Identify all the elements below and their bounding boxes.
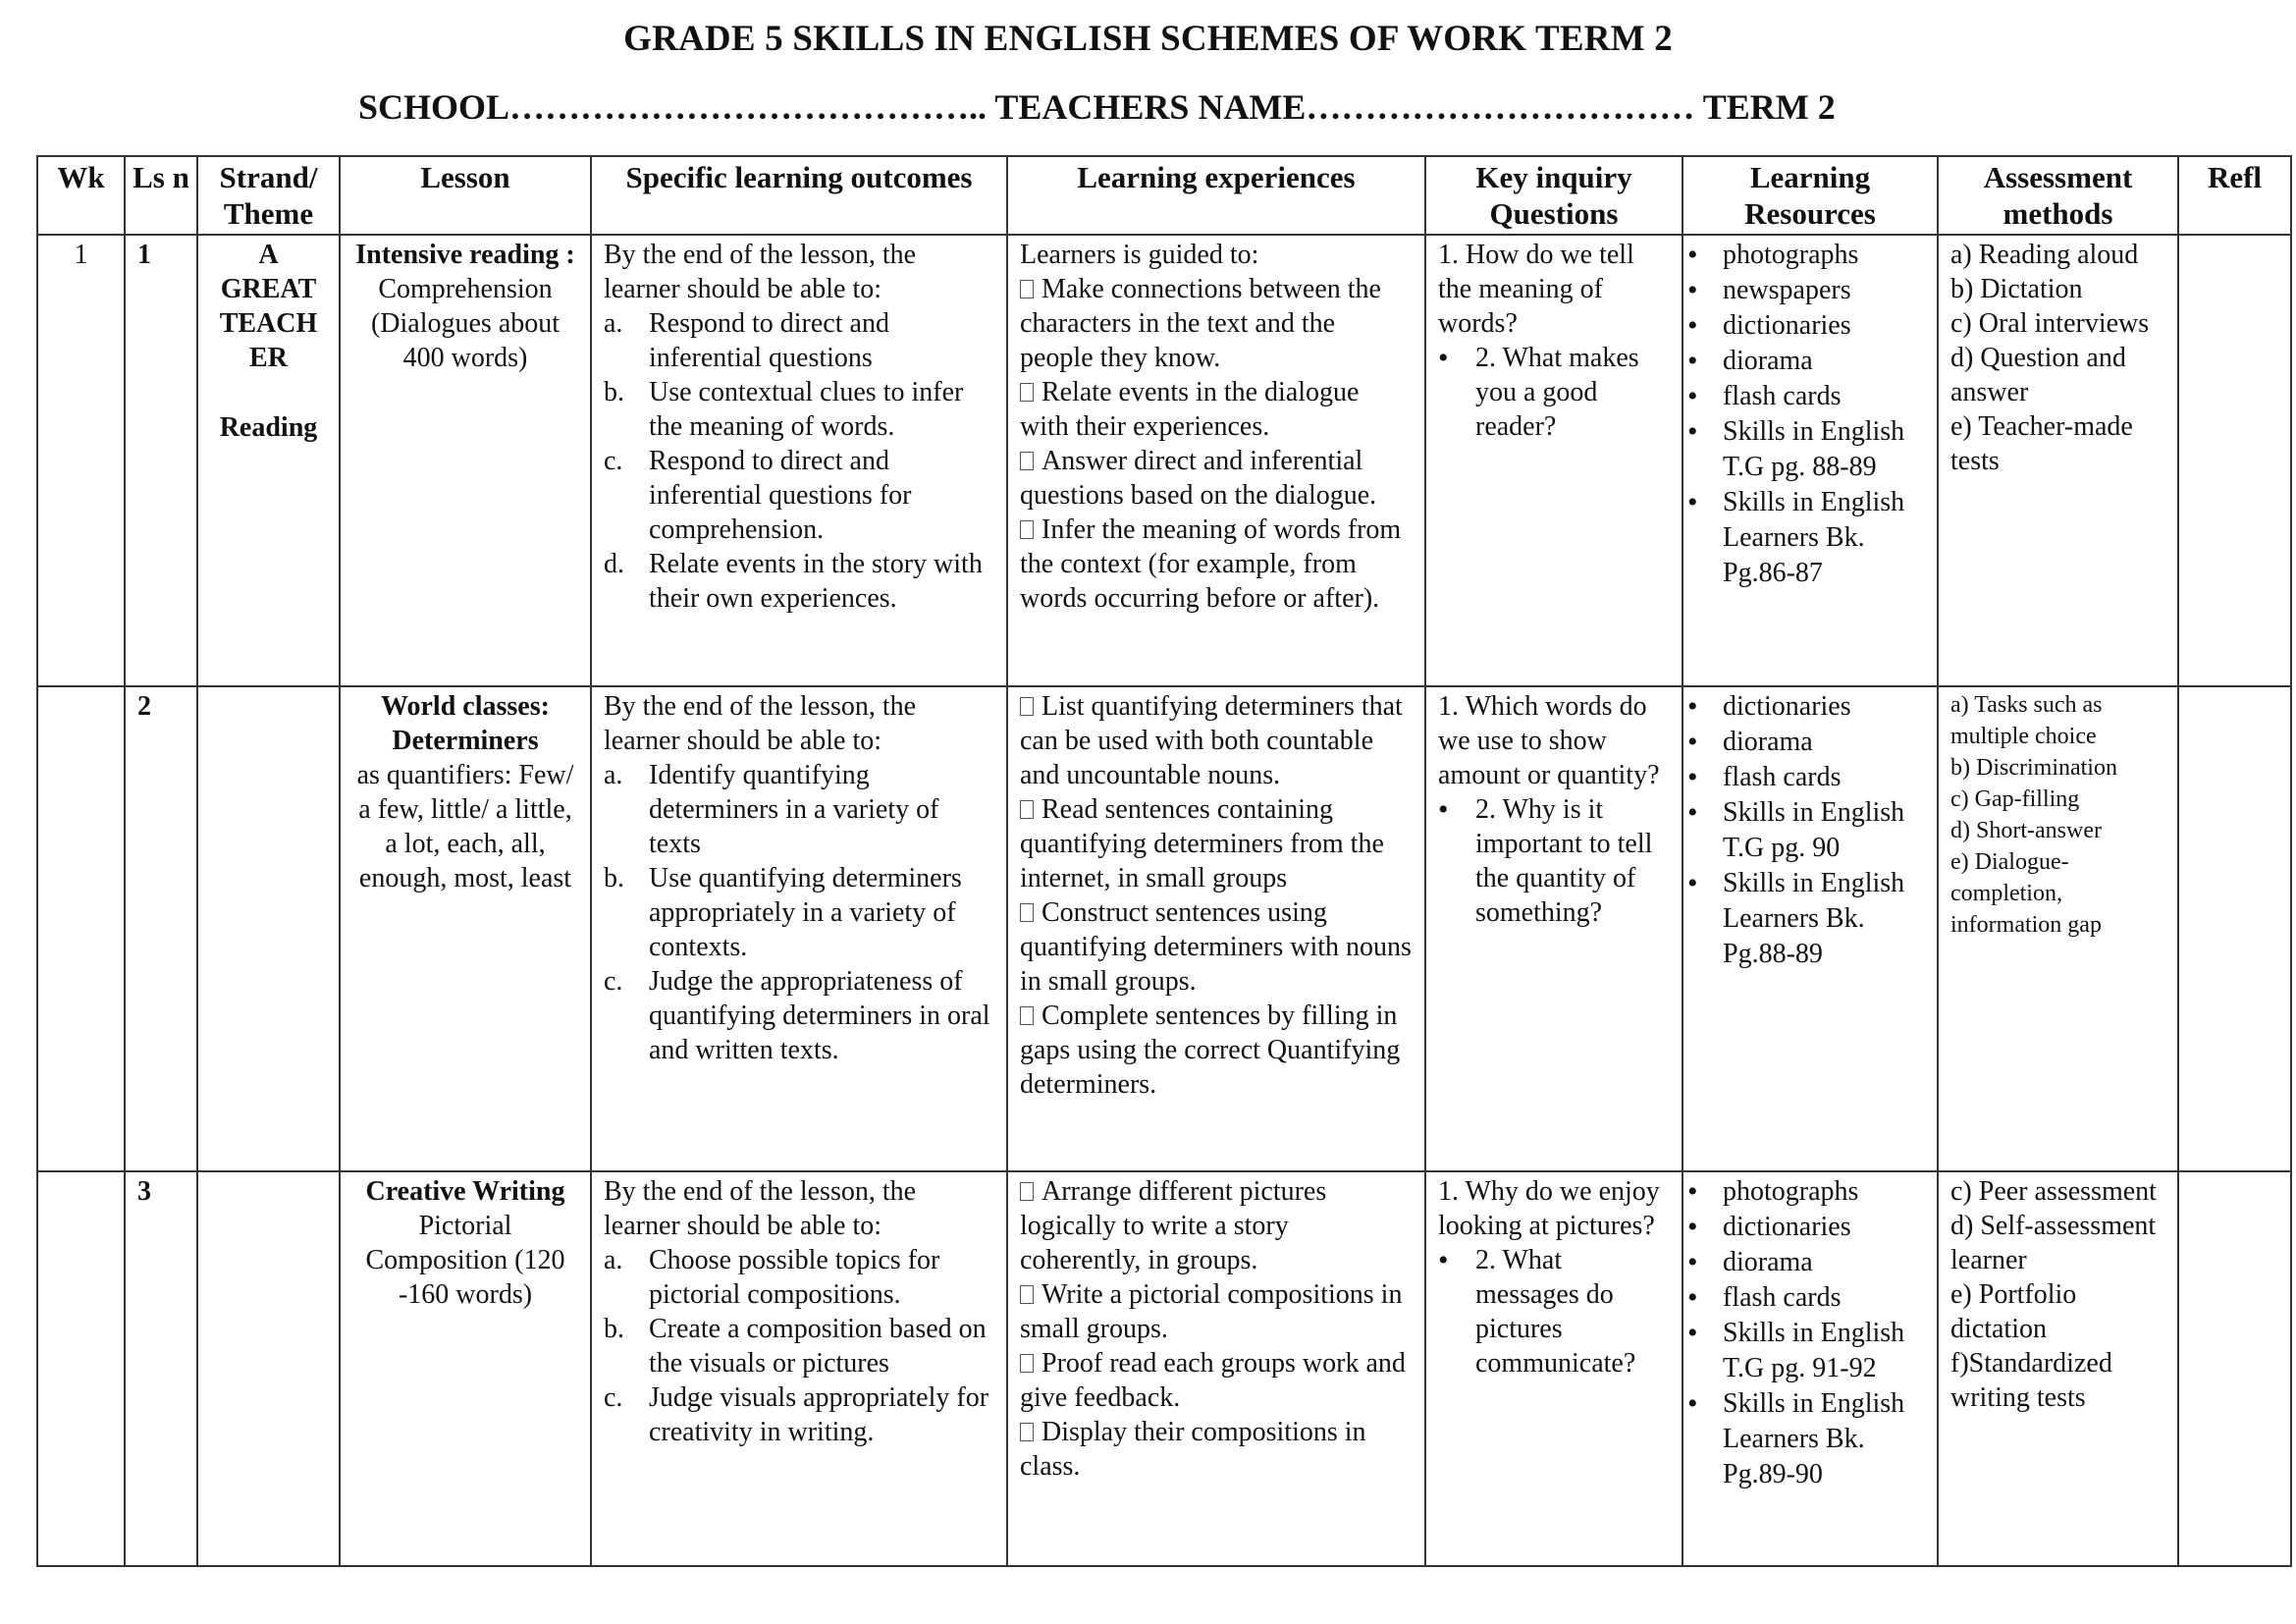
questions-cell [1425,1171,1682,1566]
experiences-cell [1007,686,1425,1171]
assessment-cell [1938,686,2178,1171]
assessment-item: c) Gap-filling [1950,786,2080,812]
resources-cell [1682,235,1938,686]
list-item [1020,1174,1413,1277]
experiences-cell [1007,1171,1425,1566]
list-item: • diorama [1685,1245,1925,1280]
list-item: • Skills in English T.G pg. 91-92 [1685,1316,1925,1386]
outcome-text: Create a composition based on the visuals or pictures [649,1314,987,1379]
list-item: • dictionaries [1685,1210,1925,1245]
header-key-inquiry-questions: Key inquiry Questions [1425,156,1682,235]
page-title: GRADE 5 SKILLS IN ENGLISH SCHEMES OF WORK TERM 2 [623,19,1673,59]
list-item [604,444,994,547]
experience-text: Relate events in the dialogue with their experiences. [1020,377,1360,442]
checkbox-icon [1020,1423,1034,1441]
experience-text: Proof read each groups work and give feedback. [1020,1348,1406,1413]
lesson-cell [340,235,591,686]
resources-list [1685,238,1925,591]
list-item: • Skills in English T.G pg. 90 [1685,795,1925,866]
lesson-number-cell: 2 [125,686,197,1171]
outcome-text: Judge visuals appropriately for creativity in writing. [649,1382,989,1447]
list-marker: a. [604,760,623,790]
assessment-item: b) Discrimination [1950,755,2117,781]
assessment-item: d) Question and answer [1950,343,2126,407]
question-item: 1. How do we tell the meaning of words? [1438,240,1634,339]
page-subtitle: SCHOOL………………………………….. TEACHERS NAME…………………………… TERM 2 [358,87,1836,127]
experience-text: Answer direct and inferential questions based on the dialogue. [1020,446,1377,511]
list-item: • photographs [1685,1174,1925,1210]
questions-cell [1425,235,1682,686]
outcome-text: Use contextual clues to infer the meaning of words. [649,377,964,442]
list-item [1020,1277,1413,1346]
checkbox-icon [1020,1354,1034,1373]
assessment-item: c) Peer assessment [1950,1176,2157,1207]
assessment-item: f)Standardized writing tests [1950,1348,2112,1413]
list-item: • flash cards [1685,760,1925,795]
list-item [1020,1346,1413,1415]
lesson-body: as quantifiers: Few/ a few, little/ a little, a lot, each, all, enough, most, least [356,760,574,893]
resources-list [1685,1174,1925,1492]
experiences-cell [1007,235,1425,686]
assessment-item: c) Oral interviews [1950,308,2150,339]
assessment-item: e) Teacher-made tests [1950,411,2133,476]
list-item [604,758,994,861]
experience-text: Complete sentences by filling in gaps using the correct Quantifying determiners. [1020,1001,1401,1100]
experience-text: Write a pictorial compositions in small groups. [1020,1279,1403,1344]
outcome-text: Respond to direct and inferential questions for comprehension. [649,446,912,545]
table-row [37,686,2291,1171]
header-week: Wk [37,156,125,235]
experience-text: List quantifying determiners that can be used with both countable and uncountable nouns. [1020,691,1403,790]
lesson-cell [340,686,591,1171]
list-item: • Skills in English Learners Bk. Pg.89-90 [1685,1386,1925,1492]
outcome-text: Identify quantifying determiners in a variety of texts [649,760,939,859]
checkbox-icon [1020,697,1034,716]
experience-text: Arrange different pictures logically to write a story coherently, in groups. [1020,1176,1327,1275]
list-item: • newspapers [1685,273,1925,308]
assessment-item: e) Dialogue-completion, information gap [1950,849,2102,938]
checkbox-icon [1020,1285,1034,1304]
checkbox-icon [1020,280,1034,298]
assessment-cell [1938,1171,2178,1566]
week-cell [37,1171,125,1566]
lesson-number-cell: 3 [125,1171,197,1566]
header-learning-outcomes: Specific learning outcomes [591,156,1007,235]
list-item [604,861,994,964]
lesson-title: Creative Writing [365,1176,565,1207]
list-item: • flash cards [1685,1280,1925,1316]
assessment-item: d) Self-assessment learner [1950,1211,2157,1275]
question-item: • 2. Why is it important to tell the quantity of something? [1438,792,1670,930]
outcome-text: Use quantifying determiners appropriately in a variety of contexts. [649,863,962,962]
list-item [604,547,994,616]
table-row [37,235,2291,686]
list-item [1020,895,1413,999]
list-item [604,375,994,444]
list-item [604,964,994,1067]
list-item [1020,792,1413,895]
questions-cell [1425,686,1682,1171]
resources-cell [1682,686,1938,1171]
outcomes-intro: By the end of the lesson, the learner should be able to: [604,1176,917,1241]
lesson-number-cell: 1 [125,235,197,686]
reflection-cell [2178,686,2291,1171]
list-item [1020,689,1413,792]
list-item: • flash cards [1685,379,1925,414]
table-row [37,1171,2291,1566]
outcomes-cell [591,686,1007,1171]
list-marker: b. [604,863,624,893]
list-item: • Skills in English T.G pg. 88-89 [1685,414,1925,485]
list-item [1020,513,1413,616]
header-lesson: Lesson [340,156,591,235]
lesson-title: Intensive reading : [355,240,575,270]
outcomes-list [604,758,994,1067]
strand-theme: A GREAT TEACH ER [219,240,318,373]
header-learning-resources: Learning Resources [1682,156,1938,235]
resources-list [1685,689,1925,972]
strand-theme-cell [197,1171,340,1566]
week-cell [37,686,125,1171]
checkbox-icon [1020,1006,1034,1025]
checkbox-icon [1020,383,1034,402]
question-item: • 2. What makes you a good reader? [1438,341,1670,444]
list-item: • diorama [1685,344,1925,379]
list-item: • dictionaries [1685,689,1925,725]
outcomes-intro: By the end of the lesson, the learner should be able to: [604,240,917,304]
checkbox-icon [1020,1182,1034,1201]
assessment-cell [1938,235,2178,686]
outcomes-list [604,1243,994,1449]
experience-text: Make connections between the characters in the text and the people they know. [1020,274,1381,373]
experience-text: Read sentences containing quantifying determiners from the internet, in small groups [1020,794,1384,893]
assessment-item: e) Portfolio dictation [1950,1279,2077,1344]
strand-theme-cell [197,686,340,1171]
list-marker: b. [604,1314,624,1344]
outcome-text: Relate events in the story with their own experiences. [649,549,983,614]
strand-theme-cell [197,235,340,686]
list-marker: c. [604,446,623,476]
list-item [604,1380,994,1449]
header-assessment-methods: Assessment methods [1938,156,2178,235]
header-learning-experiences: Learning experiences [1007,156,1425,235]
list-item [1020,1415,1413,1484]
outcome-text: Judge the appropriateness of quantifying determiners in oral and written texts. [649,966,990,1065]
header-strand-theme: Strand/ Theme [197,156,340,235]
list-item [1020,444,1413,513]
checkbox-icon [1020,452,1034,470]
question-item: 1. Which words do we use to show amount or quantity? [1438,691,1660,790]
outcome-text: Choose possible topics for pictorial compositions. [649,1245,940,1310]
list-item: • Skills in English Learners Bk. Pg.88-89 [1685,866,1925,972]
question-item: • 2. What messages do pictures communicate? [1438,1243,1670,1380]
experience-text: Infer the meaning of words from the context (for example, from words occurring before or after). [1020,514,1402,614]
checkbox-icon [1020,800,1034,819]
lesson-title: World classes: Determiners [381,691,550,756]
header-reflection: Refl [2178,156,2291,235]
question-item: 1. Why do we enjoy looking at pictures? [1438,1176,1660,1241]
resources-cell [1682,1171,1938,1566]
header-row [37,156,2291,235]
outcomes-cell [591,1171,1007,1566]
list-item [1020,999,1413,1102]
list-marker: c. [604,1382,623,1413]
week-cell: 1 [37,235,125,686]
list-item [1020,375,1413,444]
outcomes-intro: By the end of the lesson, the learner should be able to: [604,691,917,756]
list-item: • Skills in English Learners Bk. Pg.86-87 [1685,485,1925,591]
outcome-text: Respond to direct and inferential questions [649,308,889,373]
assessment-item: d) Short-answer [1950,818,2102,843]
list-item [604,1312,994,1380]
list-marker: a. [604,308,623,339]
list-marker: c. [604,966,623,997]
lesson-body: Comprehension (Dialogues about 400 words) [370,274,561,373]
outcomes-cell [591,235,1007,686]
list-item [1020,272,1413,375]
strand-sub: Reading [219,412,318,443]
header-lesson-number: Ls n [125,156,197,235]
list-item [604,1243,994,1312]
lesson-cell [340,1171,591,1566]
list-marker: a. [604,1245,623,1275]
list-marker: b. [604,377,624,407]
experience-text: Display their compositions in class. [1020,1417,1366,1482]
list-item [604,306,994,375]
list-item: • diorama [1685,725,1925,760]
outcomes-list [604,306,994,616]
experience-text: Construct sentences using quantifying determiners with nouns in small groups. [1020,897,1412,997]
list-item: • photographs [1685,238,1925,273]
assessment-item: a) Reading aloud [1950,240,2139,270]
checkbox-icon [1020,903,1034,922]
lesson-body: Pictorial Composition (120 -160 words) [365,1211,565,1310]
reflection-cell [2178,235,2291,686]
checkbox-icon [1020,520,1034,539]
list-marker: d. [604,549,624,579]
reflection-cell [2178,1171,2291,1566]
experiences-intro: Learners is guided to: [1020,240,1259,270]
list-item: • dictionaries [1685,308,1925,344]
schemes-of-work-table [36,155,2292,1567]
assessment-item: b) Dictation [1950,274,2083,304]
assessment-item: a) Tasks such as multiple choice [1950,692,2103,749]
